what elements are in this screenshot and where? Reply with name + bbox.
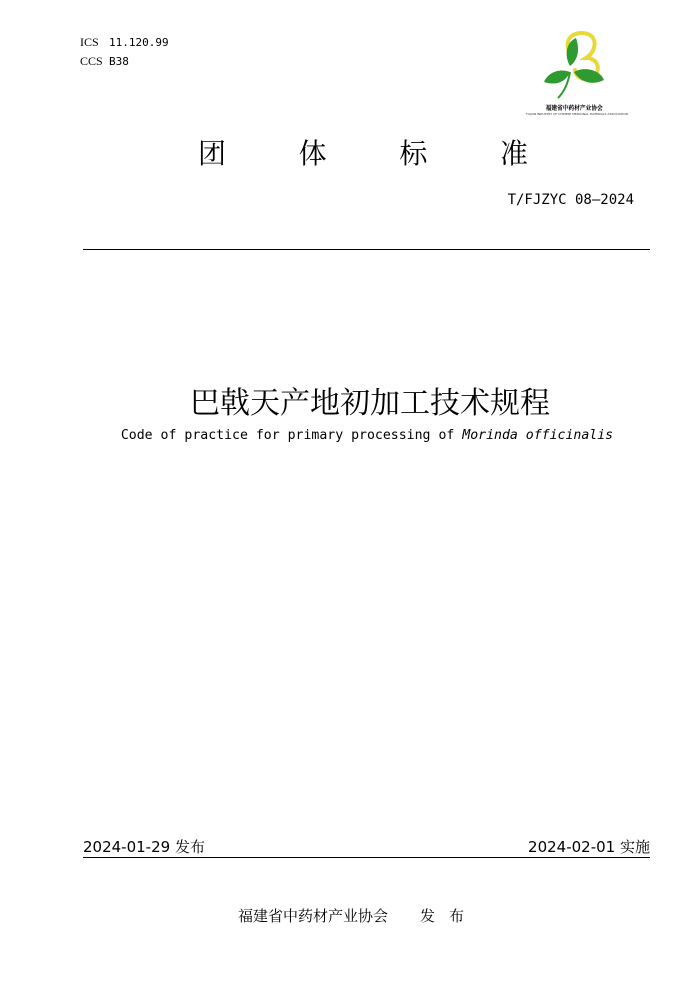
ccs-label: CCS bbox=[80, 54, 103, 68]
bottom-divider bbox=[83, 857, 650, 858]
ics-value: 11.120.99 bbox=[109, 36, 169, 49]
standard-type-char: 团 bbox=[198, 137, 227, 170]
logo-subtext: FUJIAN INDUSTRY OF CHINESE MEDICINAL MATERIALS ASSOCIATION bbox=[526, 112, 628, 116]
title-english bbox=[0, 428, 700, 443]
standard-type-char: 标 bbox=[399, 137, 428, 170]
standard-code: T/FJZYC 08—2024 bbox=[507, 192, 634, 208]
top-divider bbox=[83, 249, 650, 250]
title-chinese: 巴戟天产地初加工技术规程 bbox=[190, 386, 550, 421]
publisher-name: 福建省中药材产业协会 bbox=[238, 907, 389, 925]
standard-type-char: 体 bbox=[298, 137, 327, 170]
classification-codes bbox=[80, 33, 169, 71]
title-english-prefix: Code of practice for primary processing of bbox=[120, 428, 463, 443]
logo-text: 福建省中药材产业协会 bbox=[545, 105, 603, 112]
standard-type bbox=[198, 132, 528, 172]
ccs-line bbox=[80, 52, 169, 71]
title-english-species: Morinda officinalis bbox=[462, 428, 614, 443]
publisher bbox=[238, 905, 478, 926]
publisher-action: 发布 bbox=[420, 907, 479, 925]
implement-date: 2024-02-01 实施 bbox=[528, 838, 650, 856]
publish-date: 2024-01-29 发布 bbox=[83, 838, 205, 856]
ccs-value: B38 bbox=[109, 55, 129, 68]
ics-label: ICS bbox=[80, 35, 99, 49]
standard-type-char: 准 bbox=[499, 137, 528, 170]
ics-line bbox=[80, 33, 169, 52]
